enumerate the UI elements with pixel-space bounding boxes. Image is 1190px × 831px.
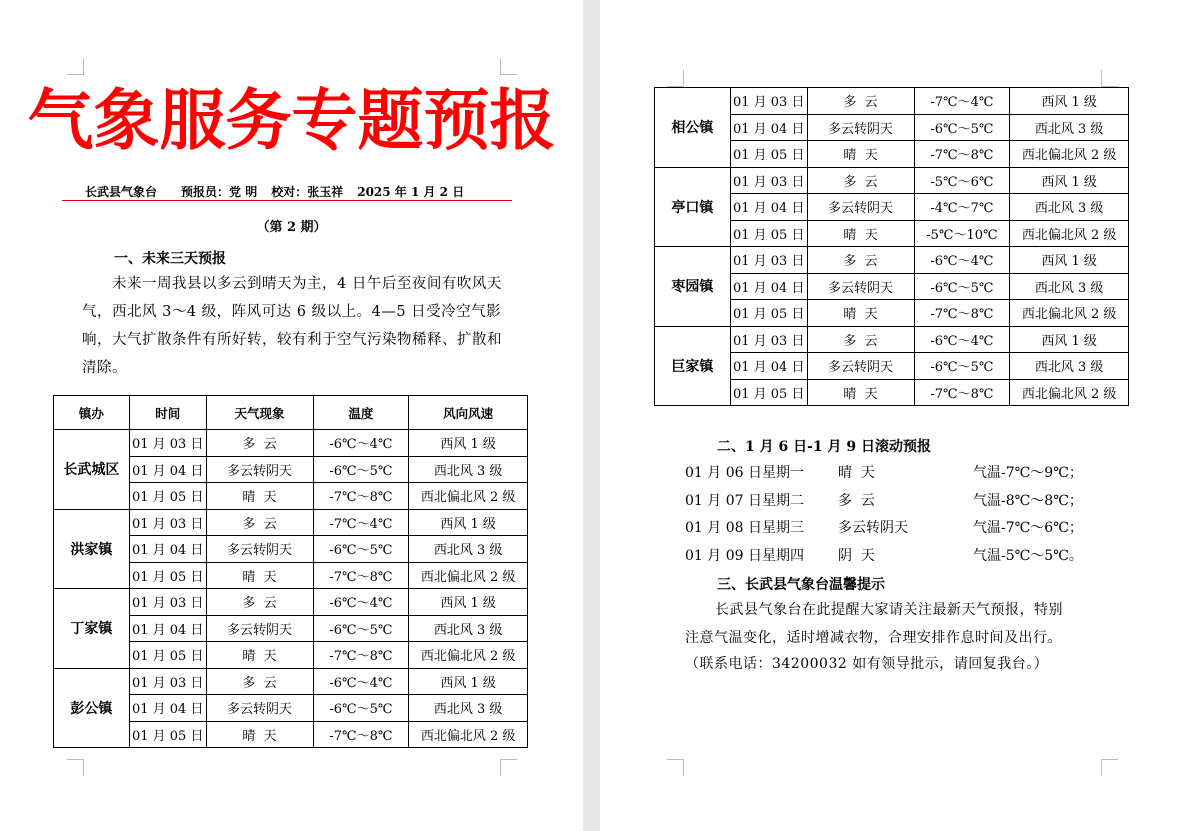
contact-line: （联系电话：34200032 如有领导批示，请回复我台。） [685, 656, 1049, 672]
issue-date: 2025 年 1 月 2 日 [357, 185, 465, 199]
section2-heading: 二、1 月 6 日-1 月 9 日滚动预报 [717, 439, 932, 455]
forecaster: 预报员：党 明 [181, 185, 258, 199]
margin-mark [67, 759, 84, 776]
temp-cell: -6℃～5℃ [914, 273, 1010, 300]
temp-cell: -6℃～4℃ [914, 247, 1010, 274]
weather-cell: 晴 天 [807, 379, 914, 406]
weather-cell: 多 云 [206, 430, 313, 457]
town-name: 彭公镇 [54, 668, 130, 748]
forecast-table-part2 [654, 87, 1129, 406]
weather-cell: 多 云 [807, 247, 914, 274]
temp-cell: -5℃～6℃ [914, 167, 1010, 194]
section1-heading: 一、未来三天预报 [114, 251, 226, 267]
weather-cell: 多云转阴天 [807, 194, 914, 221]
weather-cell: 多云转阴天 [807, 114, 914, 141]
date-cell: 01 月 04 日 [129, 456, 206, 483]
weather-cell: 晴 天 [206, 562, 313, 589]
date-cell: 01 月 04 日 [730, 273, 807, 300]
wind-cell: 西风 1 级 [1010, 326, 1129, 353]
table-row [54, 430, 528, 457]
date-cell: 01 月 03 日 [129, 668, 206, 695]
weather-cell: 多云转阴天 [206, 536, 313, 563]
wind-cell: 西风 1 级 [1010, 88, 1129, 115]
table-header-row [54, 396, 528, 430]
roll-weather: 多云转阴天 [838, 520, 908, 536]
town-name: 相公镇 [655, 88, 731, 168]
weather-cell: 晴 天 [807, 220, 914, 247]
temp-cell: -6℃～4℃ [313, 430, 409, 457]
town-name: 长武城区 [54, 430, 130, 510]
temp-cell: -5℃～10℃ [914, 220, 1010, 247]
date-cell: 01 月 03 日 [129, 509, 206, 536]
header-weather: 天气现象 [206, 396, 313, 430]
margin-mark [1101, 70, 1118, 87]
header-divider [62, 200, 512, 201]
wind-cell: 西北风 3 级 [409, 456, 528, 483]
temp-cell: -6℃～4℃ [313, 589, 409, 616]
wind-cell: 西北风 3 级 [409, 615, 528, 642]
margin-mark [500, 759, 517, 776]
roll-weather: 多 云 [838, 492, 875, 509]
temp-cell: -6℃～5℃ [313, 536, 409, 563]
temp-cell: -7℃～8℃ [313, 721, 409, 748]
margin-mark [1101, 759, 1118, 776]
table-row [54, 668, 528, 695]
page-1 [0, 0, 583, 831]
proofreader: 校对：张玉祥 [271, 185, 344, 199]
document-title: 气象服务专题预报 [27, 81, 556, 159]
header-town: 镇办 [54, 396, 130, 430]
rolling-forecast-row [600, 490, 1190, 510]
roll-weather: 晴 天 [838, 465, 875, 481]
wind-cell: 西北偏北风 2 级 [409, 483, 528, 510]
weather-cell: 多 云 [807, 88, 914, 115]
temp-cell: -6℃～5℃ [313, 456, 409, 483]
weather-cell: 晴 天 [206, 721, 313, 748]
date-cell: 01 月 05 日 [730, 300, 807, 327]
weather-cell: 多 云 [206, 589, 313, 616]
tip-line-2: 注意气温变化，适时增减衣物，合理安排作息时间及出行。 [685, 630, 1062, 646]
date-cell: 01 月 04 日 [730, 194, 807, 221]
table-row [655, 167, 1129, 194]
temp-cell: -7℃～8℃ [914, 141, 1010, 168]
temp-cell: -7℃～8℃ [914, 379, 1010, 406]
date-cell: 01 月 05 日 [129, 721, 206, 748]
date-cell: 01 月 05 日 [730, 141, 807, 168]
wind-cell: 西北偏北风 2 级 [1010, 379, 1129, 406]
temp-cell: -6℃～5℃ [914, 114, 1010, 141]
wind-cell: 西北偏北风 2 级 [409, 721, 528, 748]
temp-cell: -7℃～4℃ [914, 88, 1010, 115]
station-name: 长武县气象台 [85, 185, 158, 199]
weather-cell: 多云转阴天 [807, 353, 914, 380]
weather-cell: 多云转阴天 [206, 695, 313, 722]
table-row [54, 589, 528, 616]
rolling-forecast-row [600, 462, 1190, 482]
weather-cell: 多云转阴天 [206, 456, 313, 483]
town-name: 丁家镇 [54, 589, 130, 669]
temp-cell: -7℃～8℃ [313, 562, 409, 589]
table-row [655, 247, 1129, 274]
date-cell: 01 月 03 日 [730, 247, 807, 274]
temp-cell: -7℃～4℃ [313, 509, 409, 536]
section1-paragraph: 未来一周我县以多云到晴天为主，4 日午后至夜间有吹风天气，西北风 3～4 级，阵风可达 6 级以上。4—5 日受冷空气影响，大气扩散条件有所好转，较有利于空气污染物稀释、扩散和清除。 [82, 276, 502, 376]
header-time: 时间 [129, 396, 206, 430]
roll-date: 01 月 09 日星期四 [685, 547, 804, 564]
weather-cell: 晴 天 [807, 300, 914, 327]
temp-cell: -6℃～5℃ [313, 615, 409, 642]
date-cell: 01 月 05 日 [129, 562, 206, 589]
temp-cell: -6℃～4℃ [914, 326, 1010, 353]
table-row [54, 509, 528, 536]
temp-cell: -7℃～8℃ [914, 300, 1010, 327]
wind-cell: 西北风 3 级 [1010, 194, 1129, 221]
date-cell: 01 月 03 日 [129, 589, 206, 616]
wind-cell: 西北风 3 级 [409, 695, 528, 722]
wind-cell: 西北风 3 级 [1010, 353, 1129, 380]
rolling-forecast-row [600, 545, 1190, 565]
date-cell: 01 月 05 日 [129, 642, 206, 669]
wind-cell: 西风 1 级 [409, 430, 528, 457]
byline [85, 183, 464, 200]
town-name: 亭口镇 [655, 167, 731, 247]
wind-cell: 西北风 3 级 [409, 536, 528, 563]
town-name: 洪家镇 [54, 509, 130, 589]
roll-temp: 气温-7℃～6℃； [973, 520, 1083, 536]
town-name: 枣园镇 [655, 247, 731, 327]
date-cell: 01 月 05 日 [730, 220, 807, 247]
forecast-table-part1 [53, 395, 528, 748]
wind-cell: 西北风 3 级 [1010, 114, 1129, 141]
date-cell: 01 月 05 日 [129, 483, 206, 510]
weather-cell: 晴 天 [807, 141, 914, 168]
temp-cell: -6℃～5℃ [313, 695, 409, 722]
roll-date: 01 月 06 日星期一 [685, 465, 804, 481]
table-row [655, 88, 1129, 115]
wind-cell: 西北偏北风 2 级 [1010, 141, 1129, 168]
tip-line-1: 长武县气象台在此提醒大家请关注最新天气预报，特别 [715, 602, 1063, 618]
date-cell: 01 月 03 日 [730, 167, 807, 194]
date-cell: 01 月 04 日 [730, 353, 807, 380]
roll-temp: 气温-5℃～5℃。 [973, 547, 1083, 564]
date-cell: 01 月 04 日 [129, 615, 206, 642]
weather-cell: 多 云 [206, 509, 313, 536]
date-cell: 01 月 04 日 [730, 114, 807, 141]
wind-cell: 西北偏北风 2 级 [409, 562, 528, 589]
temp-cell: -7℃～8℃ [313, 483, 409, 510]
date-cell: 01 月 04 日 [129, 695, 206, 722]
date-cell: 01 月 03 日 [129, 430, 206, 457]
weather-cell: 多云转阴天 [206, 615, 313, 642]
date-cell: 01 月 04 日 [129, 536, 206, 563]
header-temp: 温度 [313, 396, 409, 430]
wind-cell: 西风 1 级 [409, 509, 528, 536]
roll-weather: 阴 天 [838, 547, 875, 564]
weather-cell: 晴 天 [206, 642, 313, 669]
wind-cell: 西北偏北风 2 级 [409, 642, 528, 669]
temp-cell: -6℃～4℃ [313, 668, 409, 695]
page-2 [600, 0, 1190, 831]
temp-cell: -4℃～7℃ [914, 194, 1010, 221]
date-cell: 01 月 03 日 [730, 88, 807, 115]
date-cell: 01 月 05 日 [730, 379, 807, 406]
wind-cell: 西风 1 级 [409, 668, 528, 695]
wind-cell: 西风 1 级 [1010, 167, 1129, 194]
roll-date: 01 月 07 日星期二 [685, 492, 804, 509]
wind-cell: 西北风 3 级 [1010, 273, 1129, 300]
weather-cell: 晴 天 [206, 483, 313, 510]
issue-number: （第 2 期） [256, 220, 327, 235]
roll-temp: 气温-7℃～9℃； [973, 465, 1083, 481]
weather-cell: 多云转阴天 [807, 273, 914, 300]
margin-mark [667, 759, 684, 776]
wind-cell: 西北偏北风 2 级 [1010, 220, 1129, 247]
town-name: 巨家镇 [655, 326, 731, 406]
margin-mark [667, 70, 684, 87]
weather-cell: 多 云 [807, 167, 914, 194]
header-wind: 风向风速 [409, 396, 528, 430]
date-cell: 01 月 03 日 [730, 326, 807, 353]
weather-cell: 多 云 [206, 668, 313, 695]
temp-cell: -6℃～5℃ [914, 353, 1010, 380]
roll-date: 01 月 08 日星期三 [685, 520, 804, 536]
margin-mark [67, 58, 84, 75]
margin-mark [500, 58, 517, 75]
weather-cell: 多 云 [807, 326, 914, 353]
section3-heading: 三、长武县气象台温馨提示 [717, 577, 885, 593]
wind-cell: 西风 1 级 [409, 589, 528, 616]
wind-cell: 西北偏北风 2 级 [1010, 300, 1129, 327]
roll-temp: 气温-8℃～8℃； [973, 492, 1083, 509]
rolling-forecast-row [600, 517, 1190, 537]
wind-cell: 西风 1 级 [1010, 247, 1129, 274]
temp-cell: -7℃～8℃ [313, 642, 409, 669]
table-row [655, 326, 1129, 353]
